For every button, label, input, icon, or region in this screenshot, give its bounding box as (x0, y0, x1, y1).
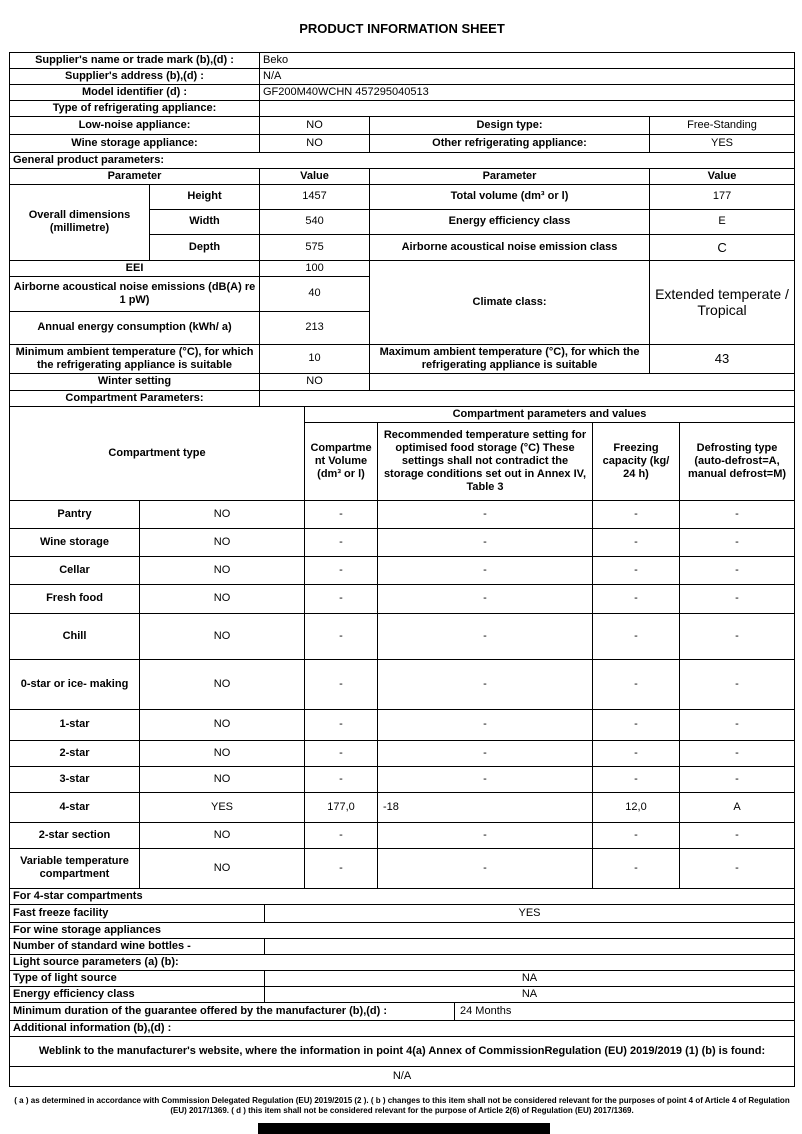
compartment-type-cell: Variable temperature compartment (10, 848, 140, 888)
width-value: 540 (260, 209, 370, 234)
compartment-temp-cell: - (378, 659, 593, 709)
compartment-type-cell: 2-star (10, 740, 140, 766)
noise-class-value: C (650, 234, 795, 260)
compartment-defrost-cell: - (680, 556, 795, 584)
compartment-defrost-cell: - (680, 528, 795, 556)
compartment-type-cell: 3-star (10, 766, 140, 792)
winter-setting-label: Winter setting (10, 373, 260, 390)
compartment-row (10, 848, 795, 888)
table-row (10, 373, 795, 390)
table-row (10, 1066, 795, 1086)
compartment-present-cell: NO (140, 556, 305, 584)
design-type-label: Design type: (370, 116, 650, 134)
compartment-freezing-cell: - (593, 584, 680, 613)
compartment-temp-cell: - (378, 709, 593, 740)
compartment-group-header: Compartment parameters and values (305, 406, 795, 422)
compartment-row (10, 709, 795, 740)
table-row (10, 938, 795, 954)
compartment-volume-cell: - (305, 766, 378, 792)
min-ambient-temp-label: Minimum ambient temperature (°C), for which the refrigerating appliance is suitable (10, 344, 260, 373)
compartment-defrost-cell: - (680, 613, 795, 659)
compartment-freezing-cell: 12,0 (593, 792, 680, 822)
compartment-row (10, 528, 795, 556)
table-row (10, 260, 795, 276)
height-label: Height (150, 184, 260, 209)
compartment-present-cell: NO (140, 740, 305, 766)
climate-class-label: Climate class: (370, 260, 650, 344)
noise-emissions-value: 40 (260, 276, 370, 311)
appliance-type-section-label: Type of refrigerating appliance: (10, 100, 260, 116)
compartment-row (10, 822, 795, 848)
compartment-type-cell: 0-star or ice- making (10, 659, 140, 709)
compartment-section-label: Compartment Parameters: (10, 390, 260, 406)
wine-bottles-empty-cell (265, 938, 795, 954)
compartment-volume-cell: - (305, 848, 378, 888)
compartment-volume-cell: - (305, 659, 378, 709)
annual-energy-value: 213 (260, 311, 370, 344)
compartment-type-cell: 1-star (10, 709, 140, 740)
table-row (10, 888, 795, 904)
compartment-type-cell: Pantry (10, 500, 140, 528)
low-noise-value: NO (260, 116, 370, 134)
value-header-left: Value (260, 168, 370, 184)
overall-dimensions-label: Overall dimensions (millimetre) (10, 184, 150, 260)
other-appliance-label: Other refrigerating appliance: (370, 134, 650, 152)
supplier-name-label: Supplier's name or trade mark (b),(d) : (10, 53, 260, 69)
wine-storage-appliance-value: NO (260, 134, 370, 152)
noise-class-label: Airborne acoustical noise emission class (370, 234, 650, 260)
table-row (10, 134, 795, 152)
supplier-address-value: N/A (260, 68, 795, 84)
table-row (10, 1036, 795, 1066)
compartment-freezing-cell: - (593, 822, 680, 848)
compartment-defrost-cell: - (680, 500, 795, 528)
additional-info-label: Additional information (b),(d) : (10, 1020, 795, 1036)
table-row (10, 390, 795, 406)
table-row (10, 100, 795, 116)
compartment-type-cell: Chill (10, 613, 140, 659)
compartment-defrost-cell: - (680, 848, 795, 888)
appliance-type-empty-cell (260, 100, 795, 116)
low-noise-label: Low-noise appliance: (10, 116, 260, 134)
product-information-sheet (9, 0, 795, 1116)
compartment-section-empty-cell (260, 390, 795, 406)
compartment-row (10, 584, 795, 613)
light-type-label: Type of light source (10, 970, 265, 986)
compartment-freezing-header: Freezing capacity (kg/ 24 h) (593, 422, 680, 500)
compartment-temp-cell: - (378, 500, 593, 528)
compartment-temp-cell: - (378, 848, 593, 888)
compartment-volume-header: Compartment Volume (dm³ or l) (305, 422, 378, 500)
compartment-table (9, 406, 795, 889)
max-ambient-temp-label: Maximum ambient temperature (°C), for which the refrigerating appliance is suitable (370, 344, 650, 373)
wine-storage-appliance-label: Wine storage appliance: (10, 134, 260, 152)
page-title: PRODUCT INFORMATION SHEET (299, 21, 505, 36)
compartment-temp-header: Recommended temperature setting for optimised food storage (°C) These settings shall not contradict the storage conditions set out in Annex IV, Table 3 (378, 422, 593, 500)
compartment-present-cell: NO (140, 659, 305, 709)
model-identifier-label: Model identifier (d) : (10, 84, 260, 100)
compartment-volume-cell: - (305, 613, 378, 659)
compartment-defrost-cell: - (680, 822, 795, 848)
compartment-type-cell: Wine storage (10, 528, 140, 556)
design-type-value: Free-Standing (650, 116, 795, 134)
table-row (10, 970, 795, 986)
compartment-row (10, 500, 795, 528)
compartment-freezing-cell: - (593, 848, 680, 888)
compartment-temp-cell: - (378, 584, 593, 613)
table-row (10, 922, 795, 938)
appliance-type-table (9, 116, 795, 153)
compartment-volume-cell: - (305, 584, 378, 613)
total-volume-label: Total volume (dm³ or l) (370, 184, 650, 209)
compartment-present-cell: NO (140, 584, 305, 613)
compartment-freezing-cell: - (593, 528, 680, 556)
other-appliance-value: YES (650, 134, 795, 152)
general-section-header-table (9, 152, 795, 169)
winter-setting-empty-cell (370, 373, 795, 390)
compartment-row (10, 613, 795, 659)
table-row (10, 53, 795, 69)
fast-freeze-label: Fast freeze facility (10, 904, 265, 922)
table-row (10, 84, 795, 100)
compartment-present-cell: NO (140, 848, 305, 888)
compartment-present-cell: NO (140, 528, 305, 556)
compartment-volume-cell: 177,0 (305, 792, 378, 822)
table-row (10, 954, 795, 970)
compartment-type-cell: Cellar (10, 556, 140, 584)
energy-class-value: E (650, 209, 795, 234)
compartment-defrost-cell: - (680, 659, 795, 709)
compartment-volume-cell: - (305, 822, 378, 848)
table-row (10, 184, 795, 209)
max-ambient-temp-value: 43 (650, 344, 795, 373)
table-row (10, 152, 795, 168)
model-identifier-value: GF200M40WCHN 457295040513 (260, 84, 795, 100)
compartment-freezing-cell: - (593, 659, 680, 709)
compartment-freezing-cell: - (593, 709, 680, 740)
total-volume-value: 177 (650, 184, 795, 209)
table-row (10, 406, 795, 422)
compartment-row (10, 792, 795, 822)
compartment-defrost-header: Defrosting type (auto-defrost=A, manual defrost=M) (680, 422, 795, 500)
compartment-present-cell: NO (140, 500, 305, 528)
table-row (10, 168, 795, 184)
winter-setting-value: NO (260, 373, 370, 390)
eei-label: EEI (10, 260, 260, 276)
compartment-temp-cell: - (378, 556, 593, 584)
table-row (10, 1020, 795, 1036)
general-parameters-table (9, 168, 795, 391)
compartment-freezing-cell: - (593, 613, 680, 659)
weblink-label: Weblink to the manufacturer's website, where the information in point 4(a) Annex of CommissionRegulation (EU) 2019/2019 (1) (b) is found: (10, 1036, 795, 1066)
fast-freeze-value: YES (265, 904, 795, 922)
compartment-present-cell: NO (140, 613, 305, 659)
guarantee-label: Minimum duration of the guarantee offered by the manufacturer (b),(d) : (10, 1002, 455, 1020)
compartment-freezing-cell: - (593, 556, 680, 584)
compartment-volume-cell: - (305, 709, 378, 740)
compartment-section-header-table (9, 390, 795, 407)
height-value: 1457 (260, 184, 370, 209)
depth-label: Depth (150, 234, 260, 260)
compartment-type-cell: 4-star (10, 792, 140, 822)
compartment-temp-cell: - (378, 528, 593, 556)
guarantee-value: 24 Months (455, 1002, 795, 1020)
compartment-freezing-cell: - (593, 766, 680, 792)
wine-section-header: For wine storage appliances (10, 922, 795, 938)
footnote: ( a ) as determined in accordance with Commission Delegated Regulation (EU) 2019/2015 (2 ). ( b ) changes to this item shall not be considered relevant for the purposes of point 4 of Article 4 of Regulation (EU) 2017/1369. ( d ) this item shall not be considered relevant for the purpose of Article 2(6) of Regulation (EU) 2017/1369. (14, 1095, 790, 1115)
compartment-volume-cell: - (305, 740, 378, 766)
compartment-present-cell: NO (140, 822, 305, 848)
table-row (10, 986, 795, 1002)
compartment-row (10, 740, 795, 766)
compartment-volume-cell: - (305, 500, 378, 528)
width-label: Width (150, 209, 260, 234)
bottom-black-bar (258, 1123, 550, 1134)
supplier-table (9, 52, 795, 117)
noise-emissions-label: Airborne acoustical noise emissions (dB(A) re 1 pW) (10, 276, 260, 311)
depth-value: 575 (260, 234, 370, 260)
min-ambient-temp-value: 10 (260, 344, 370, 373)
compartment-present-cell: NO (140, 766, 305, 792)
table-row (10, 904, 795, 922)
compartment-temp-cell: -18 (378, 792, 593, 822)
compartment-volume-cell: - (305, 556, 378, 584)
supplier-name-value: Beko (260, 53, 795, 69)
climate-class-value: Extended temperate / Tropical (650, 260, 795, 344)
compartment-present-cell: YES (140, 792, 305, 822)
weblink-value: N/A (10, 1066, 795, 1086)
eei-value: 100 (260, 260, 370, 276)
general-section-label: General product parameters: (10, 152, 795, 168)
light-class-label: Energy efficiency class (10, 986, 265, 1002)
compartment-defrost-cell: - (680, 740, 795, 766)
compartment-volume-cell: - (305, 528, 378, 556)
compartment-type-cell: Fresh food (10, 584, 140, 613)
bottom-section-table (9, 888, 795, 1087)
compartment-row (10, 766, 795, 792)
compartment-temp-cell: - (378, 613, 593, 659)
compartment-defrost-cell: - (680, 709, 795, 740)
light-class-value: NA (265, 986, 795, 1002)
compartment-temp-cell: - (378, 822, 593, 848)
wine-bottles-label: Number of standard wine bottles - (10, 938, 265, 954)
compartment-freezing-cell: - (593, 740, 680, 766)
table-row (10, 1002, 795, 1020)
value-header-right: Value (650, 168, 795, 184)
table-row (10, 344, 795, 373)
annual-energy-label: Annual energy consumption (kWh/ a) (10, 311, 260, 344)
compartment-type-header: Compartment type (10, 406, 305, 500)
parameter-header-right: Parameter (370, 168, 650, 184)
compartment-freezing-cell: - (593, 500, 680, 528)
compartment-temp-cell: - (378, 740, 593, 766)
light-section-header: Light source parameters (a) (b): (10, 954, 795, 970)
compartment-row (10, 659, 795, 709)
four-star-section-header: For 4-star compartments (10, 888, 795, 904)
table-row (10, 68, 795, 84)
compartment-defrost-cell: A (680, 792, 795, 822)
compartment-defrost-cell: - (680, 584, 795, 613)
compartment-row (10, 556, 795, 584)
light-type-value: NA (265, 970, 795, 986)
compartment-defrost-cell: - (680, 766, 795, 792)
table-row (10, 116, 795, 134)
energy-class-label: Energy efficiency class (370, 209, 650, 234)
supplier-address-label: Supplier's address (b),(d) : (10, 68, 260, 84)
compartment-type-cell: 2-star section (10, 822, 140, 848)
compartment-present-cell: NO (140, 709, 305, 740)
parameter-header-left: Parameter (10, 168, 260, 184)
compartment-temp-cell: - (378, 766, 593, 792)
